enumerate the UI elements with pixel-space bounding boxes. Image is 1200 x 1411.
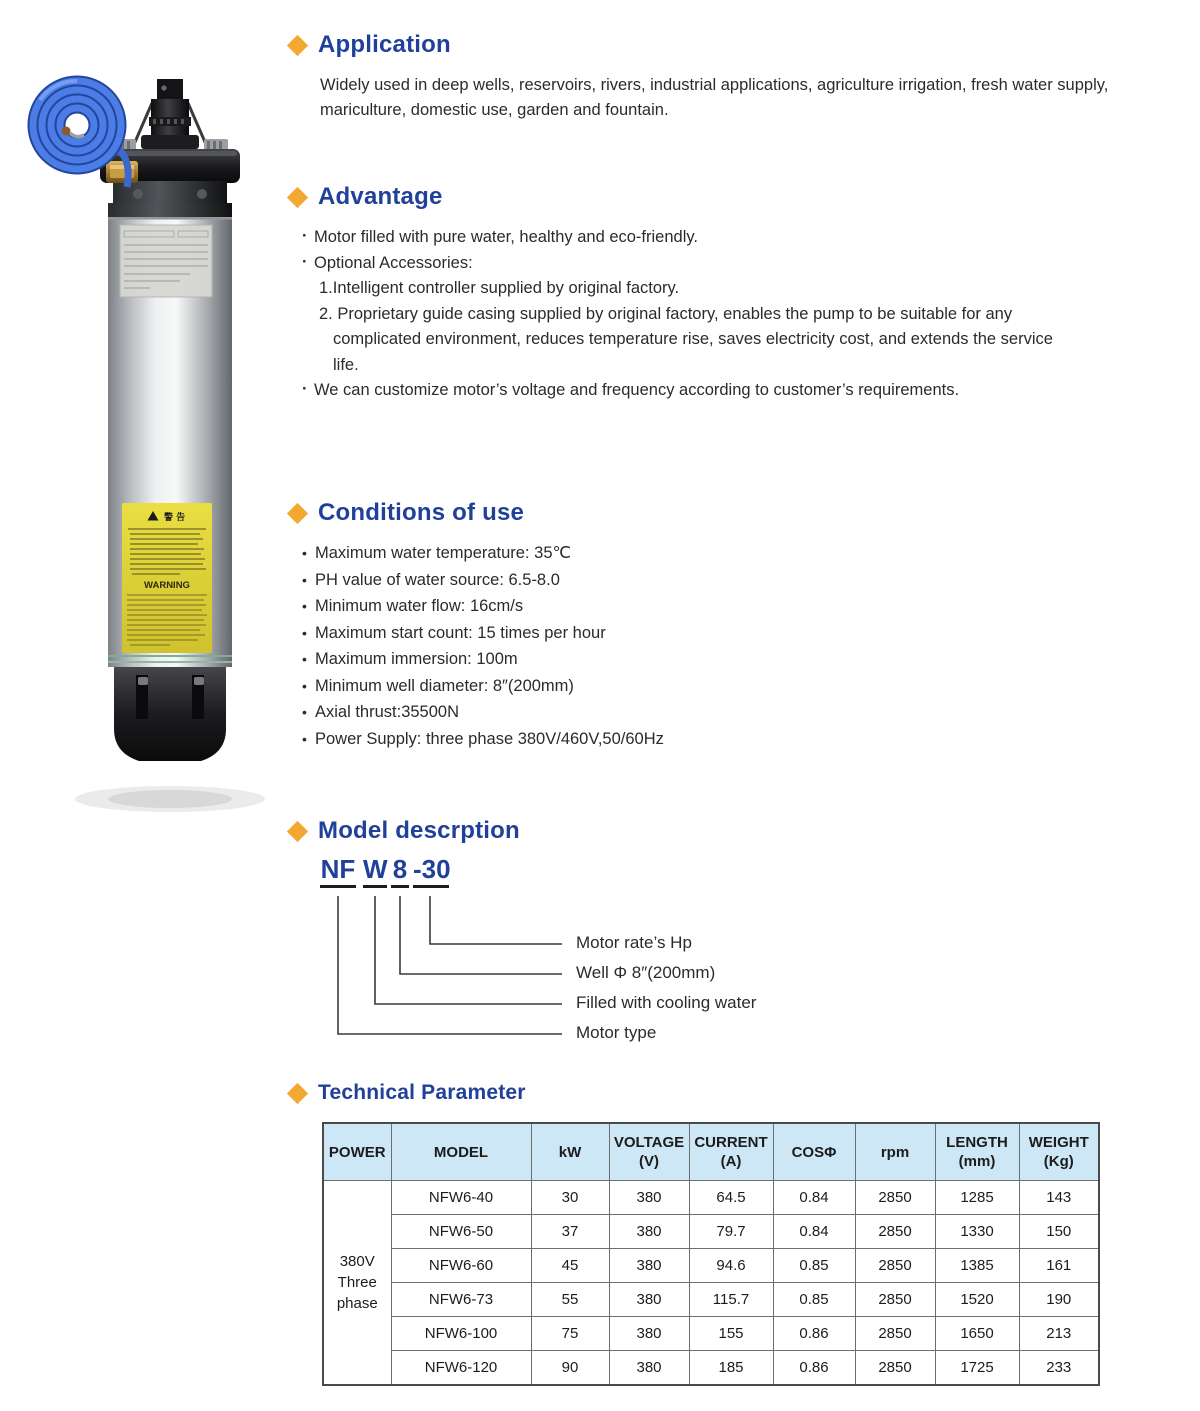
cell-current: 79.7 bbox=[689, 1215, 773, 1249]
cell-weight: 161 bbox=[1019, 1249, 1099, 1283]
section-technical-parameter bbox=[290, 1078, 1130, 1386]
cell-rpm: 2850 bbox=[855, 1283, 935, 1317]
cell-model: NFW6-60 bbox=[391, 1249, 531, 1283]
cell-kw: 90 bbox=[531, 1351, 609, 1386]
model-label-type: Motor type bbox=[576, 1023, 657, 1042]
cell-kw: 45 bbox=[531, 1249, 609, 1283]
diamond-icon bbox=[287, 34, 308, 55]
cell-length: 1520 bbox=[935, 1283, 1019, 1317]
list-item: • Maximum start count: 15 times per hour bbox=[302, 620, 1130, 647]
model-code-segment: NF bbox=[320, 854, 356, 888]
cell-voltage: 380 bbox=[609, 1351, 689, 1386]
cell-model: NFW6-40 bbox=[391, 1181, 531, 1215]
technical-parameter-table bbox=[322, 1122, 1100, 1386]
motor-top-cap bbox=[132, 79, 208, 149]
cell-kw: 75 bbox=[531, 1317, 609, 1351]
cell-rpm: 2850 bbox=[855, 1351, 935, 1386]
cell-model: NFW6-120 bbox=[391, 1351, 531, 1386]
cell-kw: 37 bbox=[531, 1215, 609, 1249]
model-code-segment: -30 bbox=[413, 854, 449, 888]
nameplate bbox=[120, 225, 212, 297]
cell-voltage: 380 bbox=[609, 1283, 689, 1317]
cell-weight: 150 bbox=[1019, 1215, 1099, 1249]
cell-cos: 0.84 bbox=[773, 1215, 855, 1249]
column-header: MODEL bbox=[391, 1123, 531, 1181]
table-header-row bbox=[323, 1123, 1099, 1181]
diamond-icon bbox=[287, 1082, 308, 1103]
list-item: 2. Proprietary guide casing supplied by original factory, enables the pump to be suitable for any complicated environment, reduces temperature rise, saves electricity cost, and extends the service life. bbox=[319, 304, 1053, 374]
cell-current: 115.7 bbox=[689, 1283, 773, 1317]
cell-kw: 30 bbox=[531, 1181, 609, 1215]
cell-model: NFW6-100 bbox=[391, 1317, 531, 1351]
list-item: • Minimum well diameter: 8″(200mm) bbox=[302, 673, 1130, 700]
warning-heading: 警 告 bbox=[164, 513, 186, 523]
section-conditions bbox=[290, 498, 1130, 752]
model-diagram bbox=[320, 894, 960, 1059]
column-header: COSΦ bbox=[773, 1123, 855, 1181]
cell-model: NFW6-73 bbox=[391, 1283, 531, 1317]
cell-weight: 233 bbox=[1019, 1351, 1099, 1386]
power-cell: 380V Three phase bbox=[323, 1181, 391, 1386]
model-code-segment: W bbox=[363, 854, 387, 888]
cell-weight: 190 bbox=[1019, 1283, 1099, 1317]
table-row bbox=[323, 1181, 1099, 1215]
application-text: Widely used in deep wells, reservoirs, rivers, industrial applications, agriculture irrigation, fresh water supply, mariculture, domestic use, garden and fountain. bbox=[320, 76, 1109, 119]
table-row bbox=[323, 1215, 1099, 1249]
section-application bbox=[290, 30, 1130, 123]
cell-current: 155 bbox=[689, 1317, 773, 1351]
cell-current: 64.5 bbox=[689, 1181, 773, 1215]
motor-shadow bbox=[75, 786, 265, 812]
cell-voltage: 380 bbox=[609, 1317, 689, 1351]
cell-weight: 213 bbox=[1019, 1317, 1099, 1351]
model-code bbox=[320, 854, 540, 894]
cell-kw: 55 bbox=[531, 1283, 609, 1317]
model-label-hp: Motor rate’s Hp bbox=[576, 933, 692, 952]
list-item: • PH value of water source: 6.5-8.0 bbox=[302, 567, 1130, 594]
list-item: · Motor filled with pure water, healthy and eco-friendly. bbox=[302, 225, 1102, 251]
column-header: WEIGHT (Kg) bbox=[1019, 1123, 1099, 1181]
motor-base bbox=[114, 667, 226, 761]
list-item: • Axial thrust:35500N bbox=[302, 699, 1130, 726]
table-row bbox=[323, 1249, 1099, 1283]
column-header: CURRENT (A) bbox=[689, 1123, 773, 1181]
section-title: Model descrption bbox=[318, 817, 520, 844]
list-item: • Power Supply: three phase 380V/460V,50/60Hz bbox=[302, 726, 1130, 753]
advantage-list bbox=[302, 225, 1102, 404]
cell-cos: 0.86 bbox=[773, 1351, 855, 1386]
section-title: Conditions of use bbox=[318, 499, 525, 526]
cell-cos: 0.86 bbox=[773, 1317, 855, 1351]
model-label-cooling: Filled with cooling water bbox=[576, 993, 757, 1012]
table-row bbox=[323, 1317, 1099, 1351]
cell-rpm: 2850 bbox=[855, 1249, 935, 1283]
column-header: rpm bbox=[855, 1123, 935, 1181]
coiled-cable bbox=[33, 81, 121, 169]
warning-label bbox=[122, 503, 212, 653]
model-code-segment: 8 bbox=[391, 854, 409, 888]
cell-weight: 143 bbox=[1019, 1181, 1099, 1215]
section-model-description bbox=[290, 816, 1130, 1059]
list-item: • Minimum water flow: 16cm/s bbox=[302, 593, 1130, 620]
cell-cos: 0.85 bbox=[773, 1249, 855, 1283]
cell-rpm: 2850 bbox=[855, 1317, 935, 1351]
submersible-motor-image bbox=[20, 55, 280, 845]
cell-length: 1650 bbox=[935, 1317, 1019, 1351]
diamond-icon bbox=[287, 186, 308, 207]
cell-rpm: 2850 bbox=[855, 1181, 935, 1215]
warning-word: WARNING bbox=[144, 580, 190, 591]
section-title: Technical Parameter bbox=[318, 1081, 526, 1104]
column-header: kW bbox=[531, 1123, 609, 1181]
table-row bbox=[323, 1283, 1099, 1317]
cell-voltage: 380 bbox=[609, 1249, 689, 1283]
column-header: LENGTH (mm) bbox=[935, 1123, 1019, 1181]
cell-length: 1385 bbox=[935, 1249, 1019, 1283]
cell-cos: 0.84 bbox=[773, 1181, 855, 1215]
diamond-icon bbox=[287, 820, 308, 841]
model-label-well: Well Φ 8″(200mm) bbox=[576, 963, 716, 982]
cell-model: NFW6-50 bbox=[391, 1215, 531, 1249]
diamond-icon bbox=[287, 502, 308, 523]
column-header: POWER bbox=[323, 1123, 391, 1181]
cell-cos: 0.85 bbox=[773, 1283, 855, 1317]
cell-voltage: 380 bbox=[609, 1181, 689, 1215]
conditions-list bbox=[302, 540, 1130, 752]
brass-fitting bbox=[106, 161, 138, 183]
column-header: VOLTAGE (V) bbox=[609, 1123, 689, 1181]
cell-length: 1285 bbox=[935, 1181, 1019, 1215]
cell-current: 185 bbox=[689, 1351, 773, 1386]
list-item: 1.Intelligent controller supplied by original factory. bbox=[319, 279, 680, 297]
cell-length: 1725 bbox=[935, 1351, 1019, 1386]
cell-length: 1330 bbox=[935, 1215, 1019, 1249]
table-row bbox=[323, 1351, 1099, 1386]
cell-current: 94.6 bbox=[689, 1249, 773, 1283]
list-item: · We can customize motor’s voltage and frequency according to customer’s requirements. bbox=[302, 378, 1102, 404]
page-title: Application bbox=[318, 31, 451, 58]
section-advantage bbox=[290, 182, 1130, 404]
list-item: • Maximum immersion: 100m bbox=[302, 646, 1130, 673]
list-item: • Maximum water temperature: 35℃ bbox=[302, 540, 1130, 567]
cell-voltage: 380 bbox=[609, 1215, 689, 1249]
list-item: · Optional Accessories: bbox=[302, 251, 1102, 277]
cell-rpm: 2850 bbox=[855, 1215, 935, 1249]
section-title: Advantage bbox=[318, 183, 443, 210]
